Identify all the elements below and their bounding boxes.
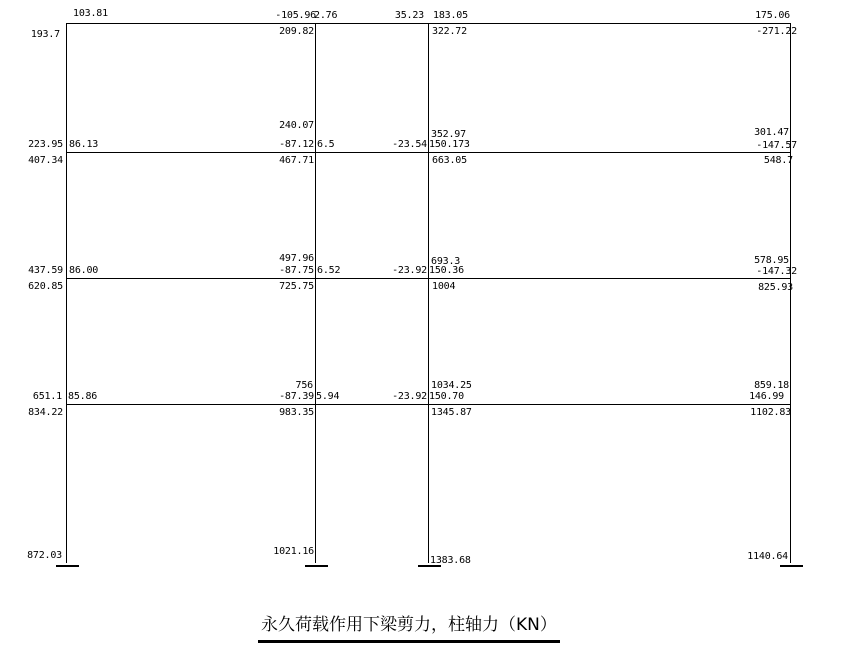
force-value-label: 756 xyxy=(295,380,313,391)
force-value-label: -147.32 xyxy=(756,266,797,277)
column-line-4 xyxy=(790,23,791,563)
force-value-label: 175.06 xyxy=(755,10,790,21)
force-value-label: 322.72 xyxy=(432,26,467,37)
force-value-label: 859.18 xyxy=(754,380,789,391)
force-value-label: 146.99 xyxy=(749,391,784,402)
force-value-label: 651.1 xyxy=(32,391,62,402)
force-value-label: 725.75 xyxy=(279,281,314,292)
force-value-label: 103.81 xyxy=(73,8,108,19)
force-value-label: 1345.87 xyxy=(431,407,472,418)
force-value-label: 223.95 xyxy=(28,139,63,150)
footing-line-2 xyxy=(305,565,328,567)
force-value-label: 437.59 xyxy=(28,265,63,276)
force-value-label: 301.47 xyxy=(754,127,789,138)
force-value-label: 35.23 xyxy=(394,10,424,21)
force-value-label: 6.52 xyxy=(317,265,341,276)
force-value-label: -87.12 xyxy=(279,139,314,150)
force-value-label: 150.173 xyxy=(429,139,470,150)
force-value-label: 825.93 xyxy=(758,282,793,293)
force-value-label: 620.85 xyxy=(28,281,63,292)
force-value-label: -23.54 xyxy=(392,139,427,150)
force-value-label: 983.35 xyxy=(279,407,314,418)
drawing-title-text: 永久荷载作用下梁剪力，柱轴力（KN） xyxy=(261,615,557,635)
column-line-3 xyxy=(428,23,429,563)
force-value-label: 2.76 xyxy=(314,10,338,21)
drawing-title xyxy=(258,613,560,643)
force-value-label: -87.75 xyxy=(279,265,314,276)
force-value-label: 693.3 xyxy=(431,256,461,267)
force-value-label: -23.92 xyxy=(392,265,427,276)
force-value-label: 834.22 xyxy=(28,407,63,418)
force-value-label: 183.05 xyxy=(433,10,468,21)
column-line-2 xyxy=(315,23,316,563)
force-value-label: -271.22 xyxy=(756,26,797,37)
force-value-label: -147.57 xyxy=(756,140,797,151)
force-value-label: 578.95 xyxy=(754,255,789,266)
force-value-label: 1004 xyxy=(432,281,456,292)
force-value-label: 407.34 xyxy=(28,155,63,166)
footing-line-1 xyxy=(56,565,79,567)
column-line-1 xyxy=(66,23,67,563)
force-value-label: 1021.16 xyxy=(273,546,314,557)
force-value-label: 150.36 xyxy=(429,265,464,276)
force-value-label: 467.71 xyxy=(279,155,314,166)
force-value-label: 872.03 xyxy=(27,550,62,561)
footing-line-4 xyxy=(780,565,803,567)
force-value-label: 548.7 xyxy=(763,155,793,166)
force-value-label: 6.5 xyxy=(317,139,335,150)
force-value-label: 663.05 xyxy=(432,155,467,166)
force-value-label: 1034.25 xyxy=(431,380,472,391)
force-value-label: -105.96 xyxy=(275,10,316,21)
force-value-label: -23.92 xyxy=(392,391,427,402)
force-value-label: 209.82 xyxy=(279,26,314,37)
force-value-label: 497.96 xyxy=(279,253,314,264)
force-value-label: 1140.64 xyxy=(747,551,788,562)
force-value-label: 1383.68 xyxy=(430,555,471,566)
force-value-label: 1102.83 xyxy=(750,407,791,418)
force-value-label: 86.13 xyxy=(69,139,99,150)
force-value-label: 5.94 xyxy=(316,391,340,402)
force-value-label: -87.39 xyxy=(279,391,314,402)
force-value-label: 85.86 xyxy=(68,391,98,402)
force-value-label: 150.70 xyxy=(429,391,464,402)
force-value-label: 240.07 xyxy=(279,120,314,131)
force-value-label: 86.00 xyxy=(69,265,99,276)
force-value-label: 352.97 xyxy=(431,129,466,140)
force-value-label: 193.7 xyxy=(30,29,60,40)
